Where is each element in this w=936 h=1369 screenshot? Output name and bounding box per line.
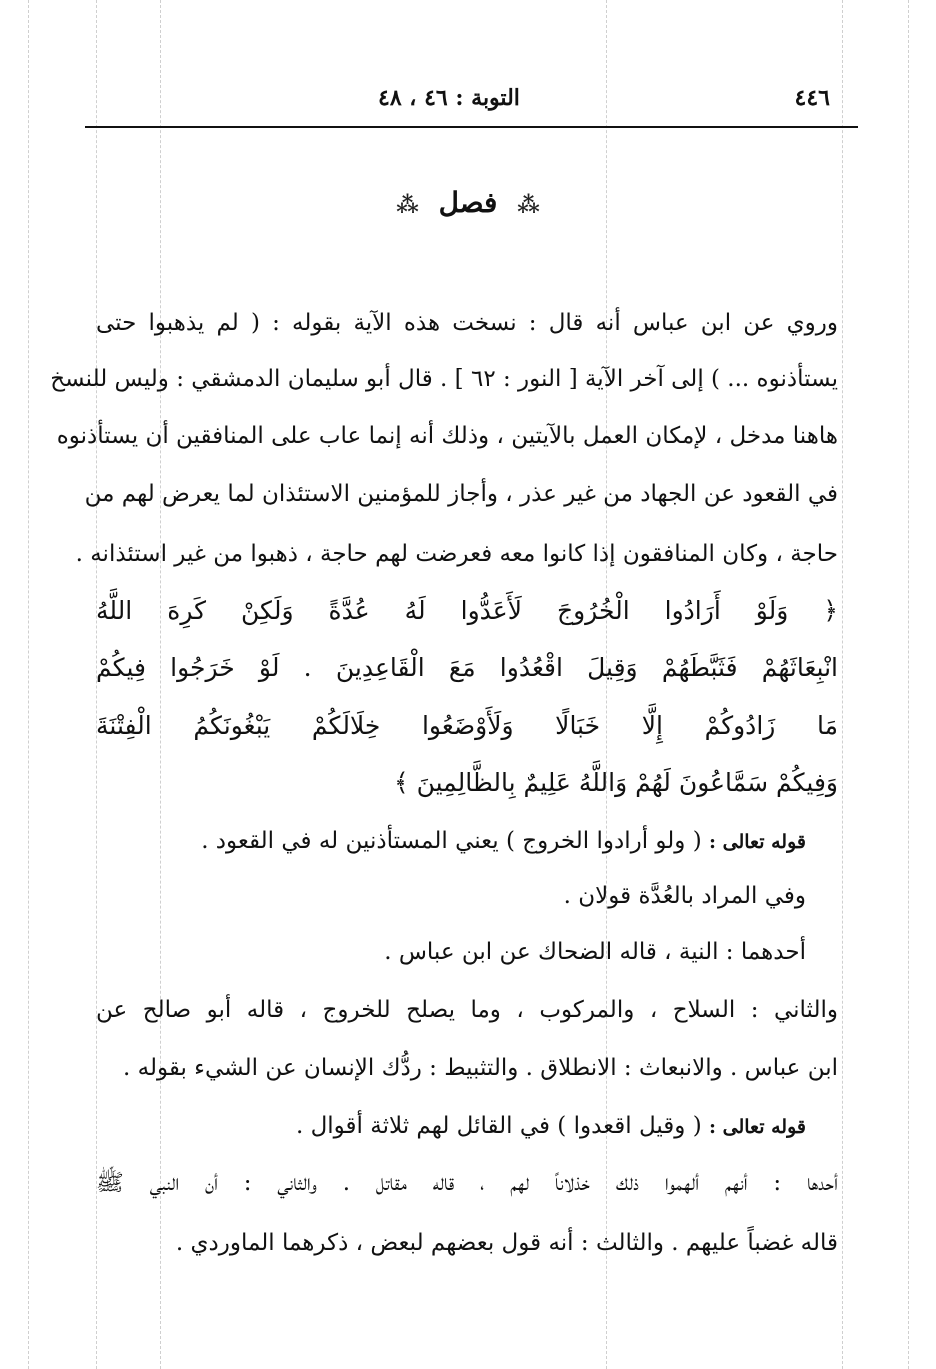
commentary-lead: قوله تعالى : — [709, 831, 806, 853]
chapter-reference: التوبة : ٤٦ ، ٤٨ — [378, 85, 520, 111]
commentary-text: ( ولو أرادوا الخروج ) يعني المستأذنين له في القعود . — [201, 828, 702, 854]
page-number: ٤٤٦ — [794, 85, 830, 111]
verse-line: وَفِيكُمْ سَمَّاعُونَ لَهُمْ وَاللَّهُ عَلِيمٌ بِالظَّالِمِينَ ﴾ — [394, 768, 838, 797]
verse-line: ﴿ وَلَوْ أَرَادُوا الْخُرُوجَ لَأَعَدُّوا لَهُ عُدَّةً وَلَكِنْ كَرِهَ اللَّهُ — [96, 596, 838, 625]
section-title: فصل — [438, 186, 498, 219]
text-line: في القعود عن الجهاد من غير عذر ، وأجاز للمؤمنين الاستئذان لما يعرض لهم من — [84, 481, 838, 507]
text-line: قاله غضباً عليهم . والثالث : أنه قول بعضهم لبعض ، ذكرهما الماوردي . — [175, 1230, 838, 1256]
text-line: وفي المراد بالعُدَّة قولان . — [563, 883, 806, 909]
running-header — [88, 78, 858, 118]
text-line: والثاني : السلاح ، والمركوب ، وما يصلح للخروج ، قاله أبو صالح عن — [96, 997, 838, 1023]
text-line: وروي عن ابن عباس أنه قال : نسخت هذه الآية بقوله : ( لم يذهبوا حتى — [96, 310, 838, 336]
verse-line: انْبِعَاثَهُمْ فَثَبَّطَهُمْ وَقِيلَ اقْعُدُوا مَعَ الْقَاعِدِينَ . لَوْ خَرَجُوا فِيكُمْ — [96, 653, 838, 682]
text-line: يستأذنوه ... ) إلى آخر الآية [ النور : ٦٢ ] . قال أبو سليمان الدمشقي : وليس للنسخ — [50, 366, 838, 392]
commentary-text: ( وقيل اقعدوا ) في القائل لهم ثلاثة أقوال . — [295, 1113, 702, 1139]
ornament-left-icon: ⁂ — [396, 192, 419, 218]
ornament-right-icon: ⁂ — [517, 192, 540, 218]
commentary-lead: قوله تعالى : — [709, 1116, 806, 1138]
header-rule — [85, 126, 858, 128]
commentary-line — [96, 1109, 806, 1144]
text-line: أحدها : أنهم ألهموا ذلك خذلاناً لهم ، قاله مقاتل . والثاني : أن النبي ﷺ — [96, 1170, 838, 1196]
section-heading — [0, 186, 936, 219]
text-line: ابن عباس . والانبعاث : الانطلاق . والتثبيط : ردُّك الإنسان عن الشيء بقوله . — [122, 1055, 838, 1081]
commentary-line — [96, 824, 806, 859]
text-line: أحدهما : النية ، قاله الضحاك عن ابن عباس . — [384, 939, 806, 965]
text-line: هاهنا مدخل ، لإمكان العمل بالآيتين ، وذلك أنه إنما عاب على المنافقين أن يستأذنوه — [56, 423, 838, 449]
text-line: حاجة ، وكان المنافقون إذا كانوا معه فعرضت لهم حاجة ، ذهبوا من غير استئذانه . — [75, 541, 838, 567]
verse-line: مَا زَادُوكُمْ إِلَّا خَبَالًا وَلَأَوْضَعُوا خِلَالَكُمْ يَبْغُونَكُمُ الْفِتْنَةَ — [96, 711, 838, 740]
